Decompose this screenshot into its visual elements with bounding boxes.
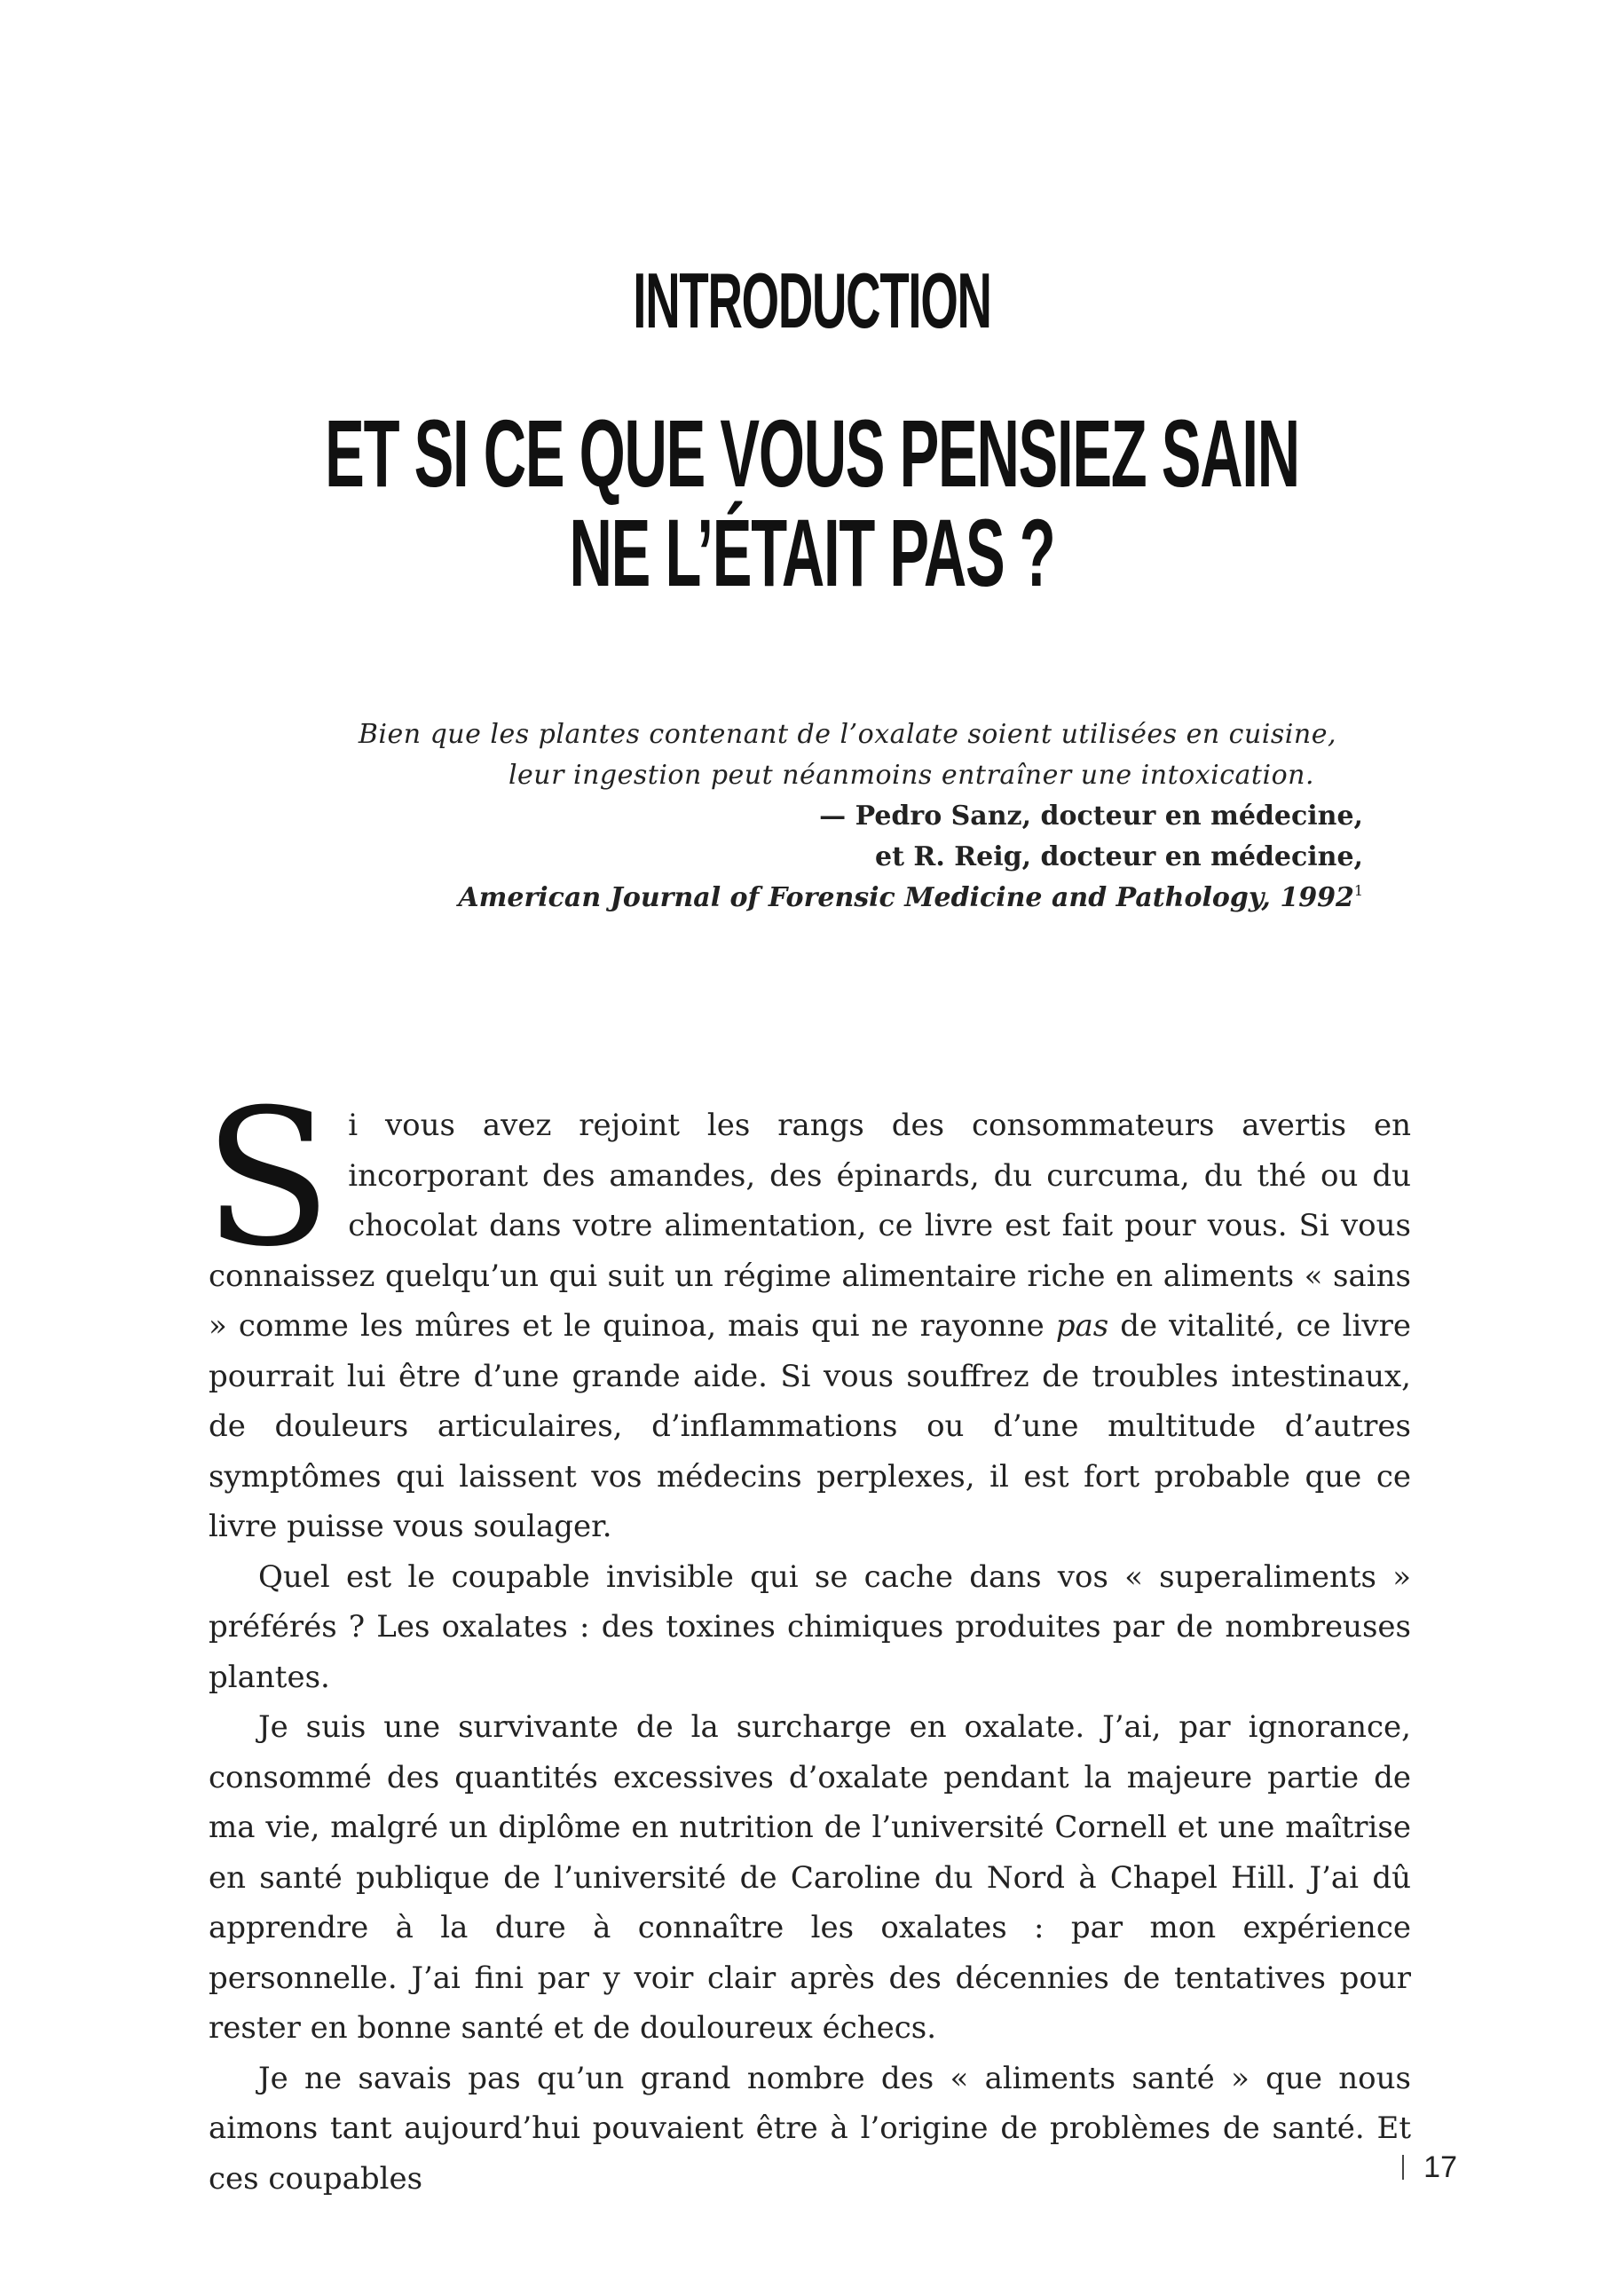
folio-separator [1402,2155,1404,2180]
body-text [203,1069,1412,2204]
footnote-reference: 1 [1353,882,1363,899]
chapter-title-line-1: ET SI CE QUE VOUS PENSIEZ SAIN [325,399,1299,507]
paragraph-1-text-a: i vous avez rejoint les rangs des consommateurs avertis en incorporant des amandes, des épinards, du curcuma, du thé ou du chocolat dans votre alimentation, ce livre est fait pour vous. Si vous connaissez quelqu’un qui suit un régime alimentaire riche en aliments « sains » comme les mûres et le quinoa, mais qui ne rayonne [209,1108,1411,1344]
epigraph-quote-line-1: Bien que les plantes contenant de l’oxalate soient utilisées en cuisine, [358,719,1336,750]
paragraph-3: Je suis une survivante de la surcharge en oxalate. J’ai, par ignorance, consommé des quantités excessives d’oxalate pendant la majeure partie de ma vie, malgré un diplôme en nutrition de l’université Cornell et une maîtrise en santé publique de l’université de Caroline du Nord à Chapel Hill. J’ai dû apprendre à la dure à connaître les oxalates : par mon expérience personnelle. J’ai fini par y voir clair après des décennies de tentatives pour rester en bonne santé et de douloureux échecs. [209,1709,1411,2046]
epigraph-source: American Journal of Forensic Medicine and Pathology, 1992 [458,882,1354,913]
chapter-title [309,399,1316,606]
epigraph-source-line [266,878,1363,919]
epigraph [266,714,1363,919]
epigraph-attribution-line-1: — Pedro Sanz, docteur en médecine, [819,801,1363,832]
chapter-label: INTRODUCTION [633,256,991,344]
epigraph-attribution-line-2: et R. Reig, docteur en médecine, [875,841,1363,872]
paragraph-4: Je ne savais pas qu’un grand nombre des « aliments santé » que nous aimons tant aujourd’hui pouvaient être à l’origine de problèmes de santé. Et ces coupables [209,2060,1411,2197]
paragraph-1 [203,1069,1412,1552]
chapter-title-line-2: NE L’ÉTAIT PAS ? [569,499,1055,606]
epigraph-quote-line-2: leur ingestion peut néanmoins entraîner une intoxication. [508,760,1314,791]
paragraph-2: Quel est le coupable invisible qui se cache dans vos « superaliments » préférés ? Les oxalates : des toxines chimiques produites par de nombreuses plantes. [209,1558,1411,1695]
paragraph-1-text-b: de vitalité, ce livre pourrait lui être d’une grande aide. Si vous souffrez de troubles intestinaux, de douleurs articulaires, d’inflammations ou d’une multitude d’autres symptômes qui laissent vos médecins perplexes, il est fort probable que ce livre puisse vous soulager. [209,1308,1412,1544]
drop-cap: S [203,1069,333,1288]
page-number: 17 [1423,2150,1457,2184]
emphasis-text: pas [1055,1308,1109,1344]
page-footer [1402,2150,1457,2185]
